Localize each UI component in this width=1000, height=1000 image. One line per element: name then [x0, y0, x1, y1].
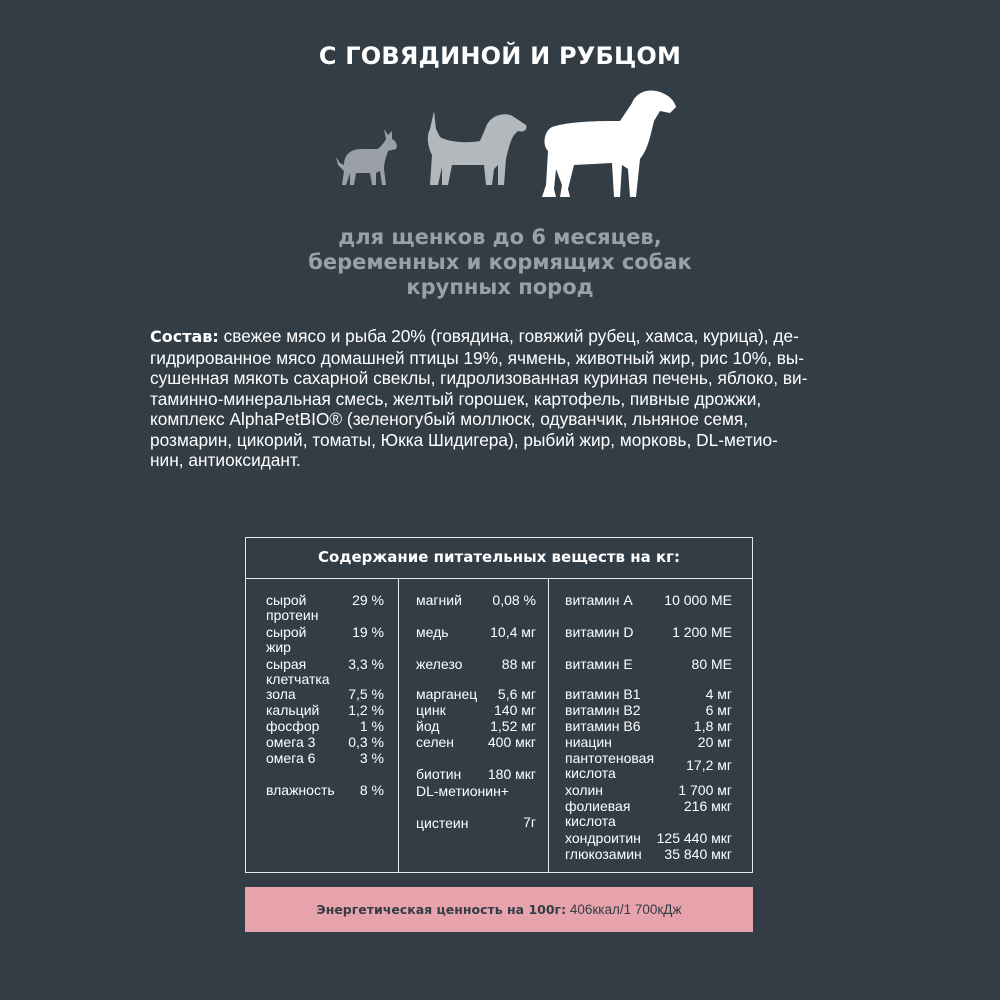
small-dog-icon: [336, 129, 397, 185]
nutrient-row: глюкозамин 35 840 мкг: [565, 846, 732, 862]
audience-line: для щенков до 6 месяцев,: [338, 225, 662, 249]
nutrient-row: сырая клетчатка 3,3 %: [266, 656, 384, 687]
nutrient-row: селен 400 мкг: [416, 734, 536, 750]
energy-value-band: [245, 887, 753, 932]
composition-label: Состав:: [150, 327, 219, 346]
composition-line: гидрированное мясо домашней птицы 19%, ячмень, животный жир, рис 10%, вы-: [150, 347, 805, 368]
composition-text: [150, 326, 855, 471]
nutrient-row: витамин В2 6 мг: [565, 702, 732, 718]
nutrient-row: биотин 180 мкг: [416, 766, 536, 782]
composition-line: сушенная мякоть сахарной свеклы, гидролизованная куриная печень, яблоко, ви-: [150, 368, 808, 388]
nutrient-row: омега 6 3 %: [266, 750, 384, 766]
nutrient-column-minerals: [398, 579, 549, 872]
composition-line: розмарин, цикорий, томаты, Юкка Шидигера), рыбий жир, морковь, DL-метио-: [150, 429, 778, 450]
composition-line: комплекс AlphaPetBIO® (зеленогубый моллюск, одуванчик, льняное семя,: [150, 409, 749, 429]
nutrient-row: влажность 8 %: [266, 782, 384, 798]
nutrient-column-vitamins: [548, 579, 752, 872]
composition-line: нин, антиоксидант.: [150, 450, 301, 470]
nutrient-row: марганец 5,6 мг: [416, 686, 536, 702]
nutrient-row: витамин В1 4 мг: [565, 686, 732, 702]
nutrient-row: железо 88 мг: [416, 656, 536, 672]
nutrient-column-basic: [246, 579, 399, 872]
nutrient-row: йод 1,52 мг: [416, 718, 536, 734]
nutrient-row: пантотеновая кислота 17,2 мг: [565, 750, 732, 781]
nutrient-row: фосфор 1 %: [266, 718, 384, 734]
nutrient-row: ниацин 20 мг: [565, 734, 732, 750]
nutrient-row: фолиевая кислота 216 мкг: [565, 798, 732, 829]
nutrient-row: витамин В6 1,8 мг: [565, 718, 732, 734]
medium-dog-icon: [428, 111, 527, 185]
nutrient-row: магний 0,08 %: [416, 592, 536, 608]
audience-line: беременных и кормящих собак: [308, 250, 692, 274]
target-audience: [0, 225, 1000, 300]
nutrient-row: цинк 140 мг: [416, 702, 536, 718]
nutrient-row: зола 7,5 %: [266, 686, 384, 702]
nutrient-row: медь 10,4 мг: [416, 624, 536, 640]
composition-line: Состав: свежее мясо и рыба 20% (говядина, говяжий рубец, хамса, курица), де-: [150, 326, 799, 346]
nutrient-row: омега 3 0,3 %: [266, 734, 384, 750]
nutrient-row: витамин D 1 200 МЕ: [565, 624, 732, 640]
nutrient-row: сырой жир 19 %: [266, 624, 384, 655]
audience-line: крупных пород: [406, 275, 594, 299]
nutrient-row: холин 1 700 мг: [565, 782, 732, 798]
nutrient-row: DL-метионин+ цистеин 7г: [416, 783, 536, 831]
large-dog-icon: [542, 91, 676, 198]
nutrient-row: хондроитин 125 440 мкг: [565, 830, 732, 846]
nutrient-table: [245, 537, 753, 873]
nutrient-row: кальций 1,2 %: [266, 702, 384, 718]
nutrient-row: витамин Е 80 МЕ: [565, 656, 732, 672]
product-title: С ГОВЯДИНОЙ И РУБЦОМ: [318, 42, 682, 70]
nutrient-row: сырой протеин 29 %: [266, 592, 384, 623]
dog-size-icons: [330, 85, 690, 210]
nutrient-row: витамин А 10 000 МЕ: [565, 592, 732, 608]
composition-line: таминно-минеральная смесь, желтый горошек, картофель, пивные дрожжи,: [150, 388, 762, 409]
energy-value: 406ккал/1 700кДж: [566, 902, 682, 917]
energy-label: Энергетическая ценность на 100г:: [316, 902, 567, 917]
nutrient-table-heading: Содержание питательных веществ на кг:: [246, 538, 752, 579]
